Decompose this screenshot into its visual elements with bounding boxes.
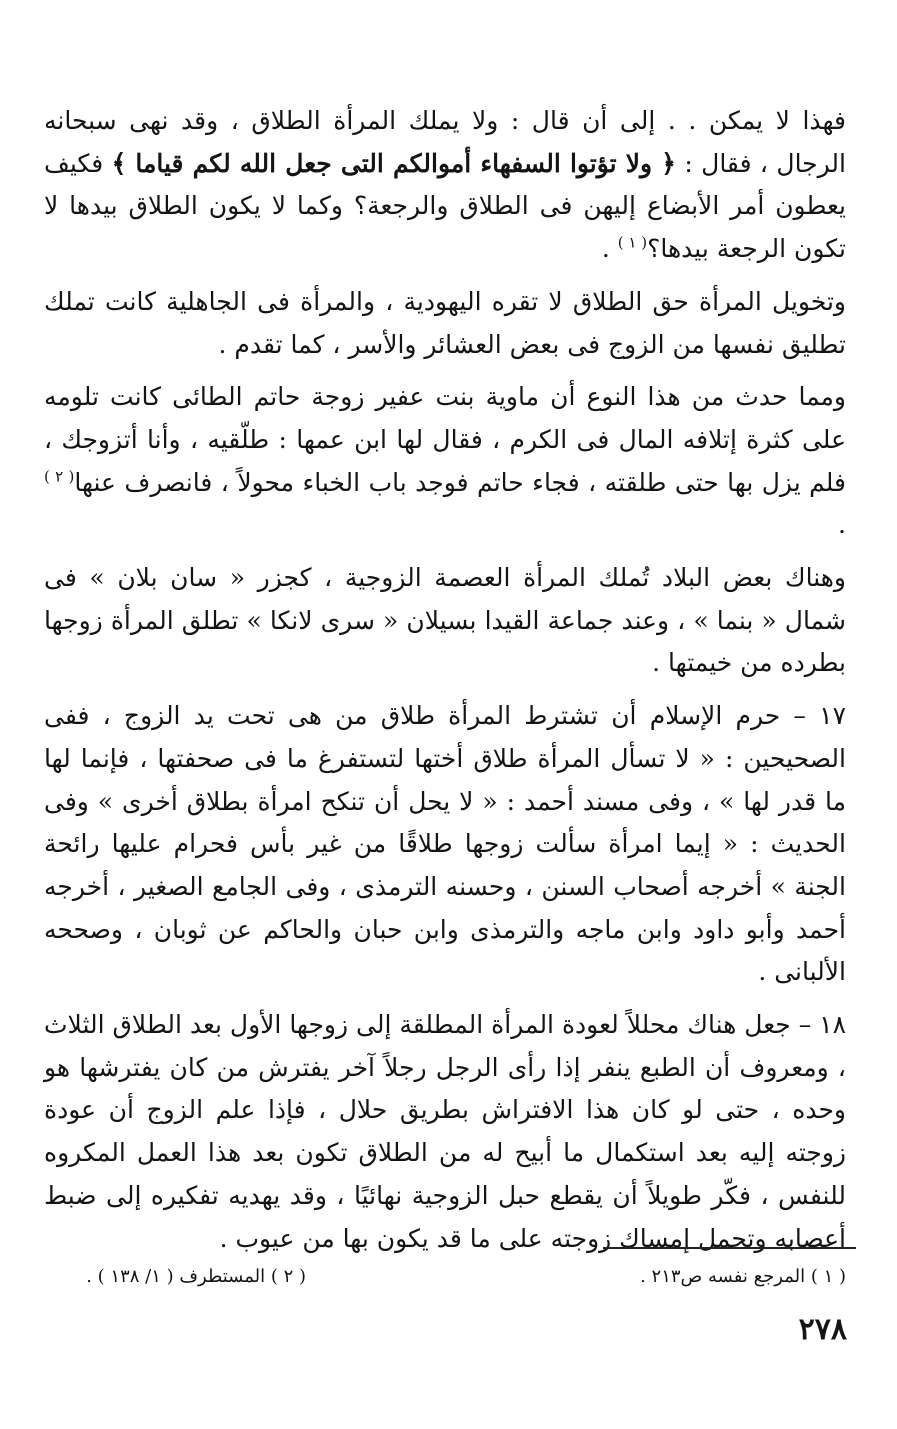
footnote-2: ( ٢ ) المستطرف ( ١/ ١٣٨ ) . [86,1266,306,1287]
footnote-1: ( ١ ) المرجع نفسه ص٢١٣ . [640,1266,846,1287]
paragraph-6: ١٨ – جعل هناك محللاً لعودة المرأة المطلقة إلى زوجها الأول بعد الطلاق الثلاث ، ومعروف أن الطبع ينفر إذا رأى الرجل رجلاً آخر يفترش من كان يفترشها هو وحده ، حتى لو كان هذا الافتراش بطريق حلال ، فإذا علم الزوج أن عودة زوجته إليه بعد استكمال ما أبيح له من الطلاق تكون بعد هذا العمل المكروه للنفس ، فكّر طويلاً أن يقطع حبل الزوجية نهائيًا ، وقد يهديه تفكيره إلى ضبط أعصابه وتحمل إمساك زوجته على ما قد يكون بها من عيوب . [44,1010,846,1253]
page-number: ٢٧٨ [798,1312,847,1347]
paragraph-1 [44,100,846,271]
paragraph-1-end: . [601,234,618,264]
footnote-separator [603,1247,856,1249]
paragraph-2: وتخويل المرأة حق الطلاق لا تقره اليهودية ، والمرأة فى الجاهلية كانت تملك تطليق نفسها من الزوج فى بعض العشائر والأسر ، كما تقدم . [44,286,846,359]
quran-verse: ﴿ ولا تؤتوا السفهاء أموالكم التى جعل الله لكم قياما ﴾ [111,148,676,178]
paragraph-5: ١٧ – حرم الإسلام أن تشترط المرأة طلاق من هى تحت يد الزوج ، ففى الصحيحين : « لا تسأل المرأة طلاق أختها لتستفرغ ما فى صحفتها ، فإنما لها ما قدر لها » ، وفى مسند أحمد : « لا يحل أن تنكح امرأة بطلاق أخرى » وفى الحديث : « إيما امرأة سألت زوجها طلاقًا من غير بأس فحرام عليها رائحة الجنة » أخرجه أصحاب السنن ، وحسنه الترمذى ، وفى الجامع الصغير ، أخرجه أحمد وأبو داود وابن ماجه والترمذى وابن حبان والحاكم عن ثوبان ، وصححه الألبانى . [44,701,846,987]
paragraph-3-text: ومما حدث من هذا النوع أن ماوية بنت عفير زوجة حاتم الطائى كانت تلومه على كثرة إتلافه المال فى الكرم ، فقال لها ابن عمها : طلّقيه ، وأنا أتزوجك ، فلم يزل بها حتى طلقته ، فجاء حاتم فوجد باب الخباء محولاً ، فانصرف عنها [44,382,846,497]
paragraph-3 [44,376,846,547]
paragraph-1-continuation: فكيف يعطون أمر الأبضاع إليهن فى الطلاق والرجعة؟ وكما لا يكون الطلاق بيدها لا تكون الرجعة بيدها؟ [44,148,846,264]
paragraph-1-text: فهذا لا يمكن . . إلى أن قال : ولا يملك المرأة الطلاق ، وقد نهى سبحانه الرجال ، فقال : [44,106,846,178]
page-body [44,100,846,1260]
footnote-ref-1[interactable]: ( ١ ) [617,233,648,252]
paragraph-3-end: . [838,510,846,540]
paragraph-4: وهناك بعض البلاد تُملك المرأة العصمة الزوجية ، كجزر « سان بلان » فى شمال « بنما » ، وعند جماعة القيدا بسيلان « سرى لانكا » تطلق المرأة زوجها بطرده من خيمتها . [44,563,846,678]
footnote-ref-2[interactable]: ( ٢ ) [44,467,75,486]
